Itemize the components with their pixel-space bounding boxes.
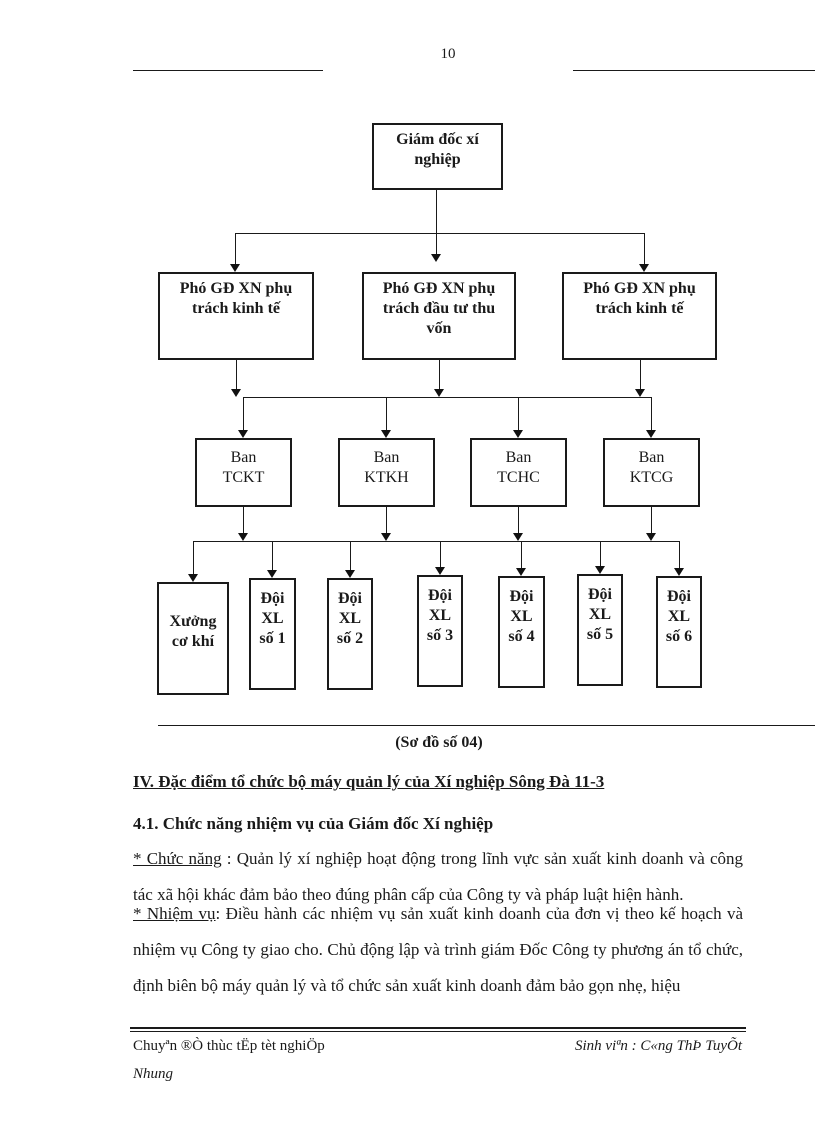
node-label-line: XL: [338, 610, 362, 627]
connector-vline: [235, 233, 236, 264]
node-label-line: Đội: [588, 586, 612, 603]
node-label-line: số 6: [665, 628, 693, 645]
node-label-line: Đội: [260, 590, 285, 607]
header-rule-right: [573, 70, 815, 71]
header-rule-left: [133, 70, 323, 71]
org-node-team-2: [327, 578, 373, 690]
org-node-team-4: [498, 576, 545, 688]
arrow-down: [595, 566, 605, 574]
org-node-ban-ktcg: [603, 438, 700, 507]
connector-vline: [236, 360, 237, 389]
node-label-line: XL: [261, 610, 284, 627]
node-label-line: TCKT: [222, 469, 265, 486]
node-label-line: trách kinh tế: [595, 300, 684, 317]
paragraph-body: Điều hành các nhiệm vụ sản xuất kinh doanh của đơn vị theo kế hoạch và nhiệm vụ Công ty giao cho. Chủ động lập và trình giám Đốc Công ty phương án tổ chức, định biên bộ máy quản lý và tổ chức sản xuất kinh doanh đảm bảo gọn nhẹ, hiệu: [133, 904, 743, 995]
node-label-line: Giám đốc xí: [396, 131, 479, 148]
paragraph-label: * Chức năng: [133, 849, 222, 868]
arrow-down: [381, 430, 391, 438]
org-node-ban-tckt: [195, 438, 292, 507]
connector-vline: [436, 190, 437, 233]
arrow-down: [188, 574, 198, 582]
caption-rule: [158, 725, 815, 726]
connector-hline: [243, 397, 651, 398]
chart-caption: (Sơ đồ số 04): [395, 734, 483, 751]
node-label-line: trách đầu tư thu: [382, 300, 496, 317]
node-label-line: Đội: [338, 590, 362, 607]
org-node-deputy-2: [362, 272, 516, 360]
node-label-line: nghiệp: [414, 151, 461, 168]
connector-vline: [436, 233, 437, 254]
node-label-line: TCHC: [497, 469, 540, 486]
node-label-line: KTCG: [629, 469, 674, 486]
footer-left-line1: Chuyªn ®Ò thùc tËp tèt nghiÖp: [133, 1038, 325, 1054]
node-label-line: Phó GĐ XN phụ: [179, 280, 293, 297]
arrow-down: [674, 568, 684, 576]
org-node-team-3: [417, 575, 463, 687]
arrow-down: [431, 254, 441, 262]
footer-rule: [130, 1027, 746, 1032]
node-label-line: XL: [588, 606, 612, 623]
org-node-team-1: [249, 578, 296, 690]
node-label-line: số 2: [336, 630, 364, 647]
connector-vline: [272, 541, 273, 570]
paragraph-label: * Nhiệm vụ: [133, 904, 216, 923]
connector-vline: [440, 541, 441, 567]
node-label-line: số 3: [426, 627, 454, 644]
page-number: 10: [440, 46, 456, 62]
node-label-line: Đội: [509, 588, 534, 605]
connector-vline: [644, 233, 645, 264]
arrow-down: [381, 533, 391, 541]
node-label-line: Đội: [428, 587, 452, 604]
connector-vline: [518, 507, 519, 533]
arrow-down: [231, 389, 241, 397]
arrow-down: [345, 570, 355, 578]
org-node-team-5: [577, 574, 623, 686]
section-heading: IV. Đặc điểm tổ chức bộ máy quản lý của Xí nghiệp Sông Đà 11-3: [133, 772, 605, 791]
sub-heading: 4.1. Chức năng nhiệm vụ của Giám đốc Xí nghiệp: [133, 814, 494, 833]
arrow-down: [516, 568, 526, 576]
connector-vline: [193, 541, 194, 574]
footer-right: Sinh viªn : C«ng ThÞ TuyÕt: [574, 1038, 742, 1054]
connector-vline: [600, 541, 601, 566]
node-label-line: XL: [667, 608, 691, 625]
node-label-line: vốn: [426, 320, 452, 337]
arrow-down: [635, 389, 645, 397]
paragraph-separator: :: [215, 904, 226, 923]
connector-vline: [521, 541, 522, 568]
node-label-line: Phó GĐ XN phụ: [583, 280, 696, 297]
node-label-line: cơ khí: [171, 633, 215, 650]
connector-vline: [386, 507, 387, 533]
node-label-line: KTKH: [364, 469, 409, 486]
arrow-down: [238, 533, 248, 541]
org-node-ban-tchc: [470, 438, 567, 507]
node-label-line: Đội: [667, 588, 691, 605]
org-node-deputy-3: [562, 272, 717, 360]
connector-vline: [386, 397, 387, 430]
connector-vline: [640, 360, 641, 389]
connector-vline: [243, 507, 244, 533]
paragraph-separator: :: [221, 849, 237, 868]
node-label-line: XL: [510, 608, 533, 625]
paragraph-body: Quản lý xí nghiệp hoạt động trong lĩnh vực sản xuất kinh doanh và công tác xã hội khác đảm bảo theo đúng phân cấp của Công ty và pháp luật hiện hành.: [133, 849, 744, 904]
paragraph-duty: [133, 896, 743, 1004]
arrow-down: [513, 533, 523, 541]
node-label-line: Phó GĐ XN phụ: [382, 280, 496, 297]
node-label-line: số 1: [259, 630, 286, 647]
node-label-line: Xưởng: [169, 613, 217, 630]
arrow-down: [513, 430, 523, 438]
arrow-down: [646, 533, 656, 541]
arrow-down: [639, 264, 649, 272]
footer-left-line2: Nhung: [133, 1066, 174, 1082]
node-label-line: số 4: [508, 628, 535, 645]
node-label-line: số 5: [586, 626, 614, 643]
connector-vline: [518, 397, 519, 430]
connector-vline: [439, 360, 440, 389]
connector-vline: [243, 397, 244, 430]
connector-hline: [235, 233, 645, 234]
org-node-deputy-1: [158, 272, 314, 360]
node-label-line: Ban: [638, 449, 665, 466]
connector-vline: [651, 507, 652, 533]
org-node-director: [372, 123, 503, 190]
org-node-team-6: [656, 576, 702, 688]
arrow-down: [238, 430, 248, 438]
arrow-down: [646, 430, 656, 438]
arrow-down: [434, 389, 444, 397]
connector-vline: [679, 541, 680, 568]
node-label-line: Ban: [505, 449, 532, 466]
org-node-ban-ktkh: [338, 438, 435, 507]
node-label-line: trách kinh tế: [192, 300, 280, 317]
connector-hline: [193, 541, 679, 542]
connector-vline: [651, 397, 652, 430]
node-label-line: Ban: [373, 449, 400, 466]
node-label-line: Ban: [230, 449, 257, 466]
node-label-line: XL: [428, 607, 452, 624]
arrow-down: [267, 570, 277, 578]
arrow-down: [230, 264, 240, 272]
org-node-workshop: [157, 582, 229, 695]
arrow-down: [435, 567, 445, 575]
connector-vline: [350, 541, 351, 570]
